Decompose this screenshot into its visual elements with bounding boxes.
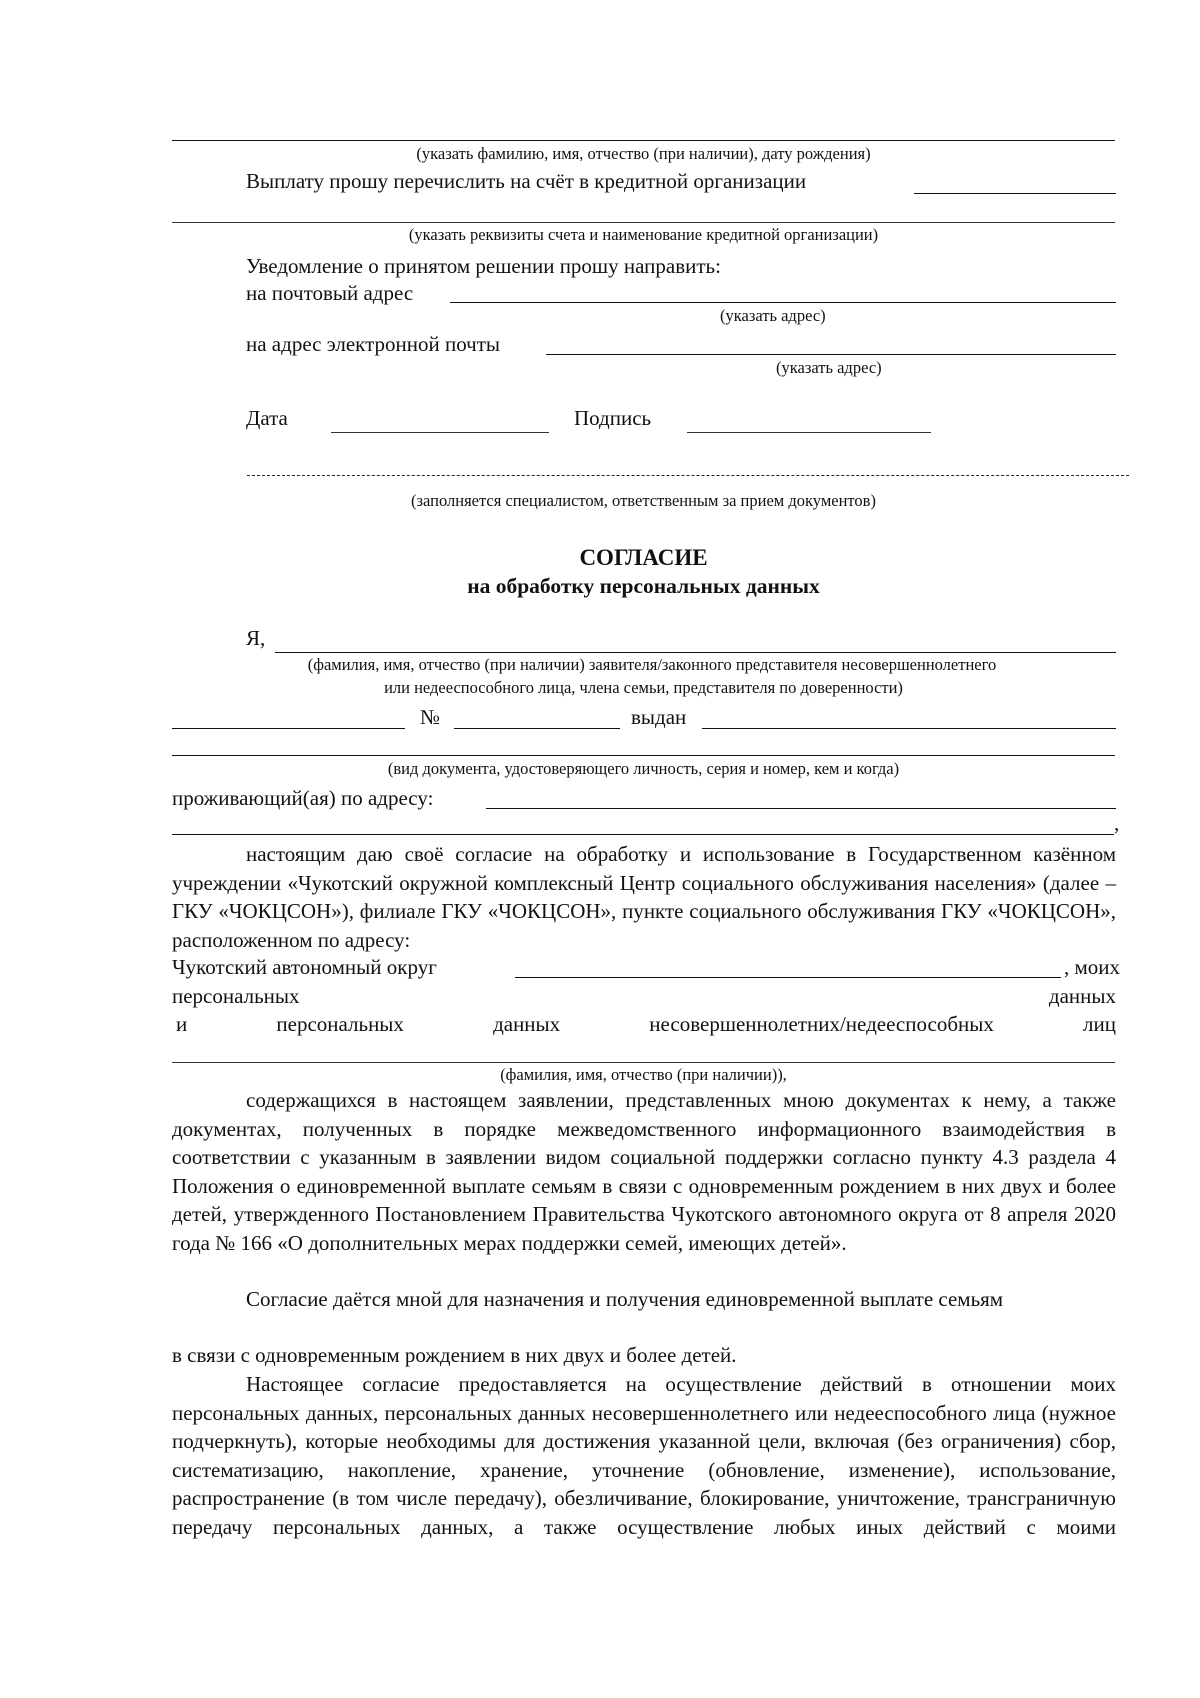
postal-address-caption: (указать адрес) [720, 306, 826, 325]
specialist-separator [247, 475, 1129, 476]
document-number-field-line[interactable] [454, 728, 620, 729]
word: и [176, 1012, 188, 1036]
fullname-field-line[interactable] [172, 140, 1115, 141]
signature-field-line[interactable] [687, 432, 931, 433]
specialist-caption: (заполняется специалистом, ответственным за прием документов) [411, 491, 876, 510]
bank-account-field-line[interactable] [914, 193, 1116, 194]
number-sign: № [420, 705, 441, 729]
consent-paragraph-4: Настоящее согласие предоставляется на осуществление действий в отношении моих персональных данных, персональных данных несовершеннолетнего или недееспособного лица (нужное подчеркнуть), которые необходимы для достижения указанной цели, включая (без ограничения) сбор, систематизацию, накопление, хранение, уточнение (обновление, изменение), использование, распространение (в том числе передачу), обезличивание, блокирование, уничтожение, трансграничную передачу персональных данных, а также осуществление любых иных действий с моими [172, 1372, 1116, 1539]
issued-label: выдан [631, 705, 687, 729]
document-caption: (вид документа, удостоверяющего личность, серия и номер, кем и когда) [387, 759, 900, 778]
consent-paragraph-3-continued: в связи с одновременным рождением в них двух и более детей. [172, 1343, 737, 1367]
consent-subtitle: на обработку персональных данных [467, 574, 820, 598]
applicant-caption-line-2: или недееспособного лица, члена семьи, представителя по доверенности) [384, 678, 903, 697]
email-field-line[interactable] [546, 354, 1116, 355]
date-label: Дата [246, 406, 288, 430]
consent-paragraph-3: Согласие даётся мной для назначения и получения единовременной выплате семьям [246, 1287, 1004, 1311]
word: персональных [172, 984, 300, 1008]
word: данных [1048, 984, 1116, 1008]
minors-name-field-line[interactable] [172, 1062, 1115, 1063]
consent-title: СОГЛАСИЕ [579, 545, 708, 570]
email-caption: (указать адрес) [776, 358, 882, 377]
word: данных [493, 1012, 561, 1036]
postal-address-field-line[interactable] [450, 302, 1116, 303]
fullname-caption: (указать фамилию, имя, отчество (при наличии), дату рождения) [416, 144, 871, 163]
bank-caption: (указать реквизиты счета и наименование кредитной организации) [408, 225, 879, 244]
postal-address-label: на почтовый адрес [246, 281, 414, 305]
signature-label: Подпись [574, 406, 652, 430]
consent-paragraph-2: содержащихся в настоящем заявлении, представленных мною документах к нему, а также документах, полученных в порядке межведомственного информационного взаимодействия в соответствии с указанным в заявлении видом социальной поддержки согласно пункту 4.3 раздела 4 Положения о единовременной выплате семьям в связи с одновременным рождением в них двух и более детей, утвержденного Постановлением Правительства Чукотского автономного округа от 8 апреля 2020 года № 166 «О дополнительных мерах поддержки семей, имеющих детей». [172, 1088, 1116, 1255]
word: несовершеннолетних/недееспособных [649, 1012, 994, 1036]
minors-data-row [176, 1009, 1116, 1039]
applicant-name-field-line[interactable] [275, 652, 1116, 653]
minors-caption: (фамилия, имя, отчество (при наличии)), [500, 1065, 787, 1084]
date-field-line[interactable] [331, 432, 549, 433]
email-label: на адрес электронной почты [246, 332, 501, 356]
my-label: , моих [1064, 955, 1121, 979]
issued-by-field-line[interactable] [702, 728, 1116, 729]
district-address-field-line[interactable] [515, 977, 1061, 978]
payment-label: Выплату прошу перечислить на счёт в кредитной организации [246, 169, 807, 193]
document-type-field-line[interactable] [172, 728, 405, 729]
word: лиц [1083, 1012, 1116, 1036]
notice-label: Уведомление о принятом решении прошу направить: [246, 254, 721, 278]
personal-data-row [172, 981, 1116, 1011]
address-field-line-2[interactable] [172, 834, 1114, 835]
residing-label: проживающий(ая) по адресу: [172, 786, 434, 810]
district-label: Чукотский автономный округ [172, 955, 437, 979]
address-field-line[interactable] [486, 808, 1116, 809]
applicant-caption-line-1: (фамилия, имя, отчество (при наличии) заявителя/законного представителя несовершеннолетнего [307, 655, 997, 674]
consent-paragraph-1: настоящим даю своё согласие на обработку и использование в Государственном казённом учреждении «Чукотский окружной комплексный Центр социального обслуживания населения» (далее – ГКУ «ЧОКЦСОН»), филиале ГКУ «ЧОКЦСОН», пункте социального обслуживания ГКУ «ЧОКЦСОН», расположенном по адресу: [172, 842, 1116, 952]
bank-details-field-line[interactable] [172, 222, 1115, 223]
word: персональных [276, 1012, 404, 1036]
address-comma: , [1114, 811, 1120, 835]
i-label: Я, [246, 626, 266, 650]
document-details-field-line[interactable] [172, 755, 1115, 756]
